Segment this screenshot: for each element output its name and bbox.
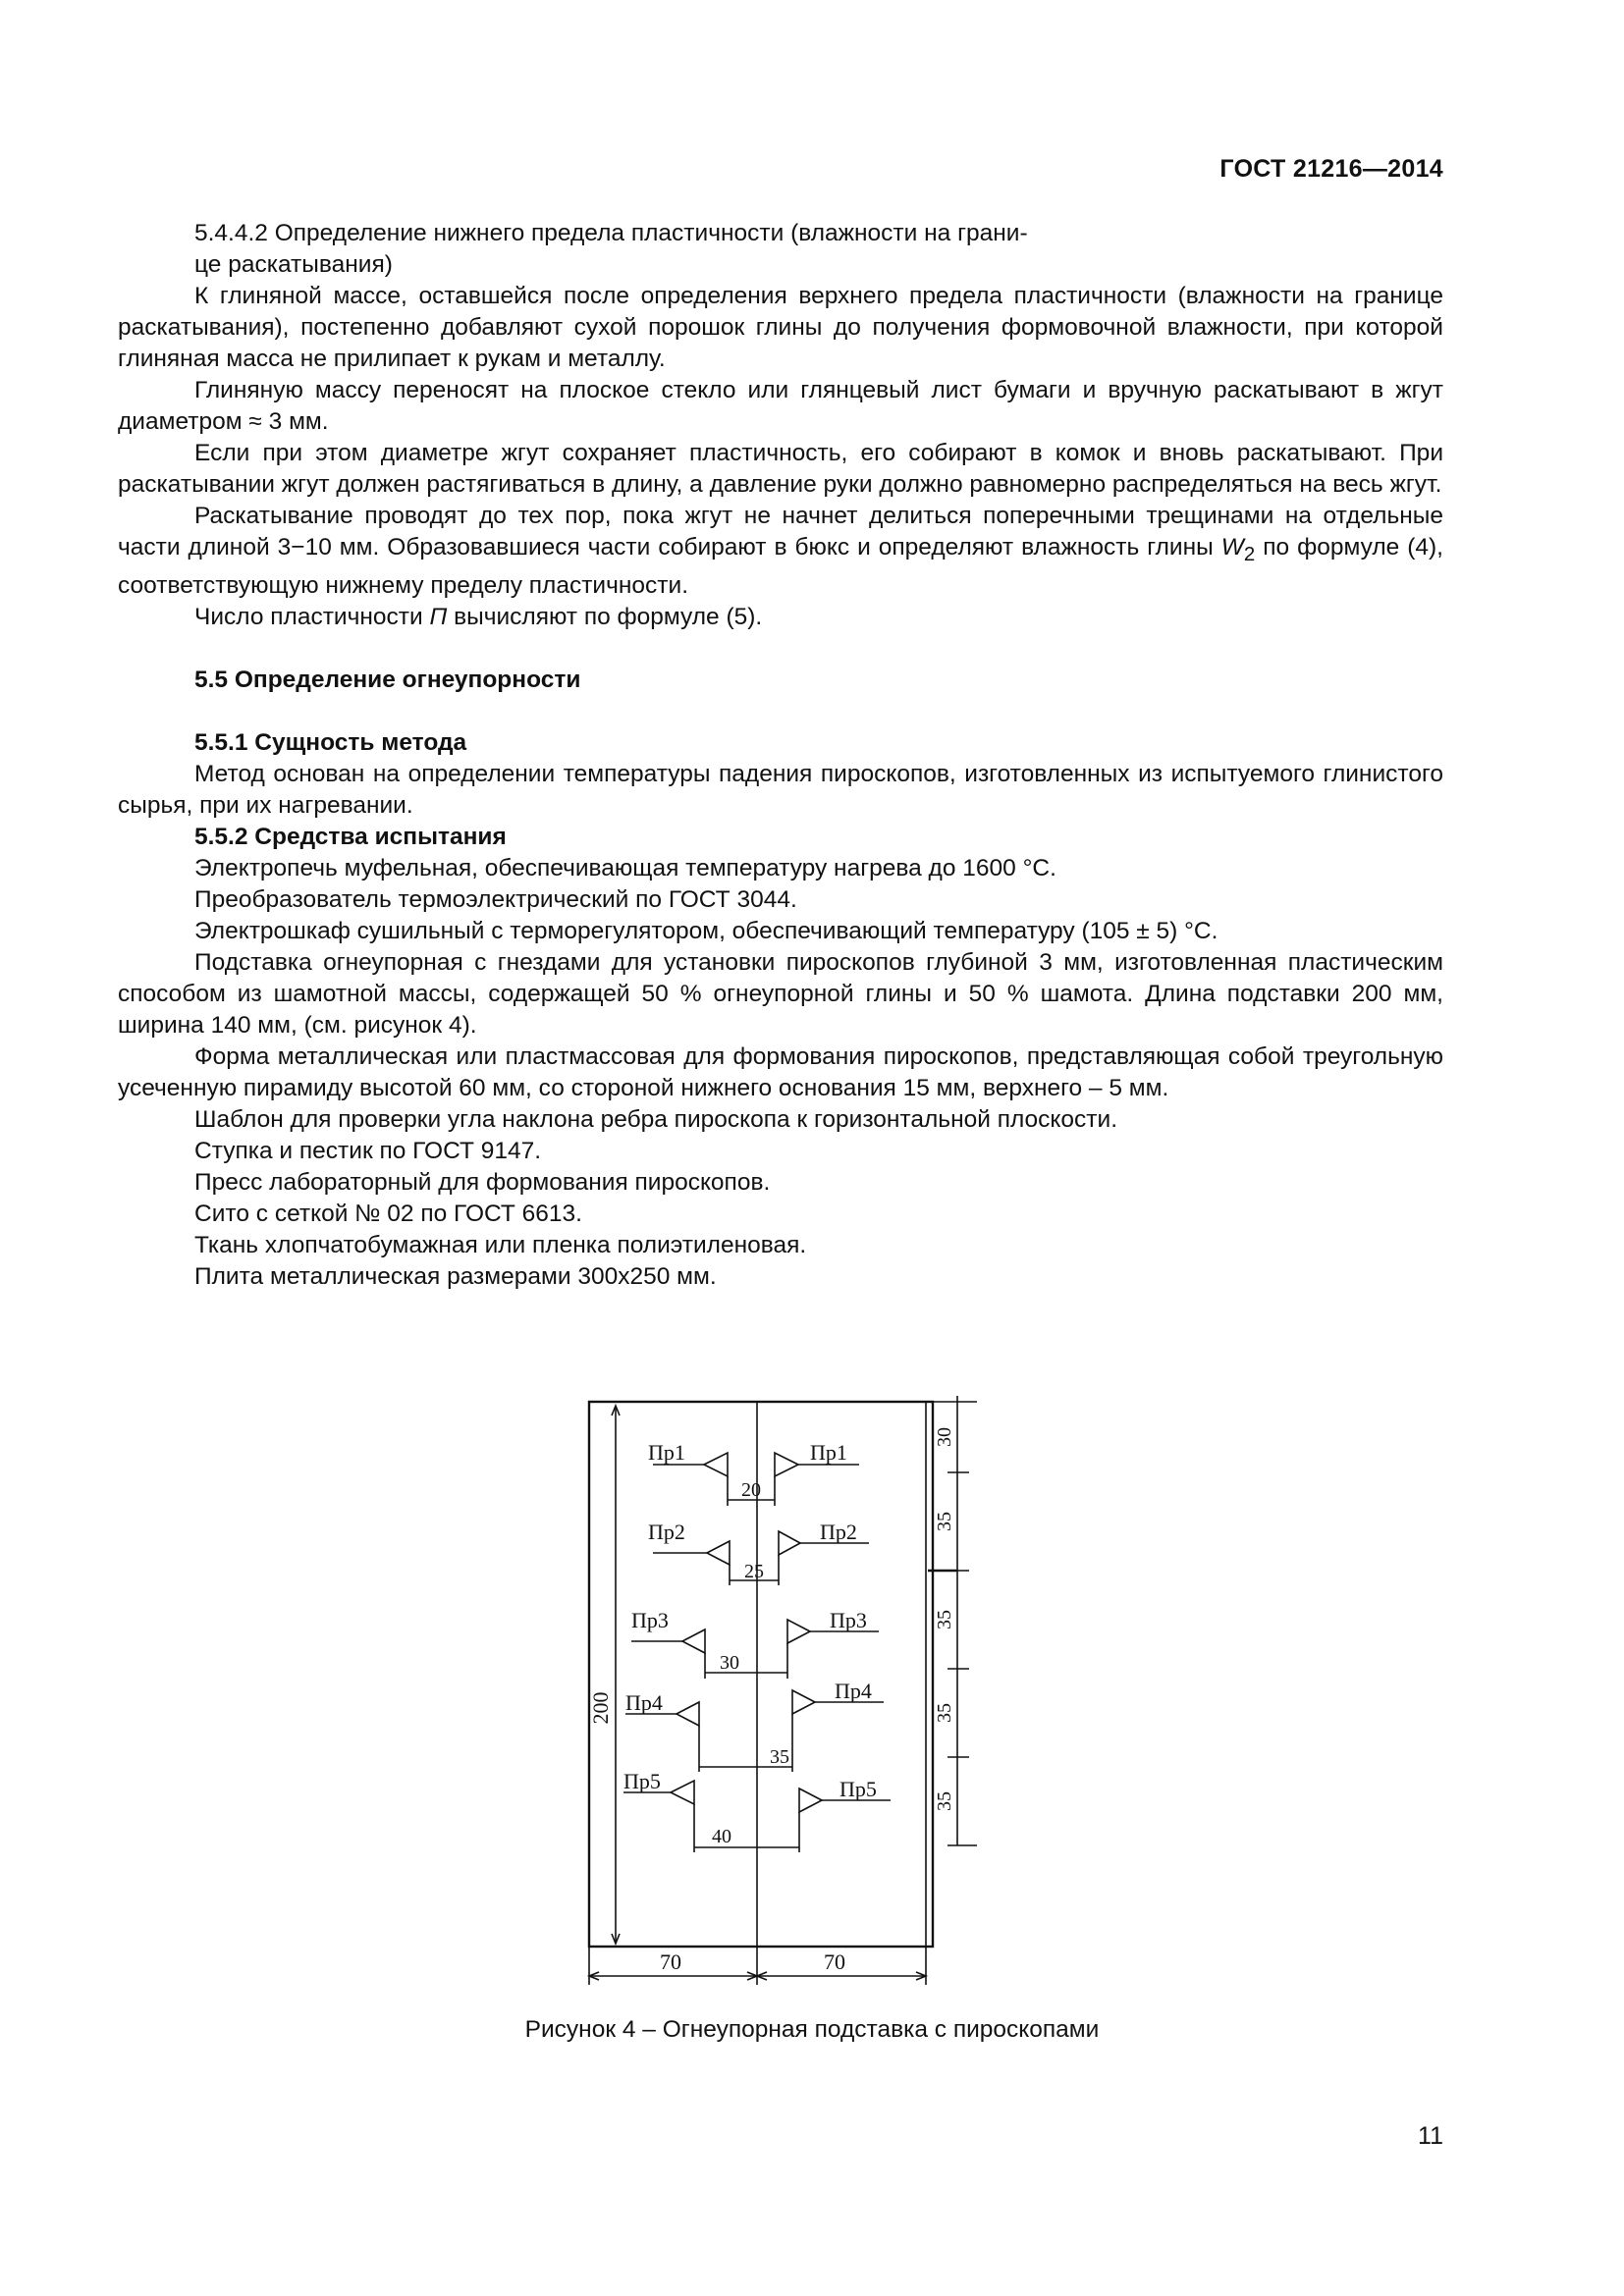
equipment-item: Преобразователь термоэлектрический по ГОСТ 3044. bbox=[194, 885, 797, 913]
pyroscope-label-right: Пр1 bbox=[810, 1440, 847, 1465]
pyroscope-row-3 bbox=[631, 1608, 879, 1679]
equipment-item: Ступка и пестик по ГОСТ 9147. bbox=[194, 1137, 542, 1164]
pyroscope-label-left: Пр4 bbox=[625, 1690, 663, 1715]
equipment-item: Форма металлическая или пластмассовая для формования пироскопов, представляющая собой треугольную усеченную пирамиду высотой 60 мм, со стороной нижнего основания 15 мм, верхнего – 5 мм. bbox=[118, 1042, 1443, 1101]
equipment-item: Подставка огнеупорная с гнездами для установки пироскопов глубиной 3 мм, изготовленная пластическим способом из шамотной массы, содержащей 50 % огнеупорной глины и 50 % шамота. Длина подставки 200 мм, ширина 140 мм, (см. рисунок 4). bbox=[118, 948, 1443, 1039]
paragraph-text: по формуле (4), соответствующую нижнему пределу пластичности. bbox=[118, 534, 1443, 599]
pyroscope-label-right: Пр5 bbox=[839, 1777, 877, 1801]
right-dim: 35 bbox=[934, 1512, 955, 1531]
pyroscope-left bbox=[671, 1781, 694, 1804]
pyroscope-left bbox=[704, 1453, 728, 1476]
spacing-dim: 25 bbox=[744, 1561, 764, 1582]
pyroscope-left bbox=[707, 1541, 730, 1565]
page-number: 11 bbox=[1418, 2122, 1443, 2150]
main-text bbox=[118, 218, 1443, 1293]
paragraph bbox=[118, 602, 1443, 633]
pyroscope-label-left: Пр5 bbox=[623, 1769, 661, 1793]
refractory-stand-drawing bbox=[565, 1384, 997, 1993]
pyroscope-label-left: Пр1 bbox=[648, 1440, 685, 1465]
right-dim: 35 bbox=[934, 1610, 955, 1629]
variable-p: П bbox=[429, 603, 448, 630]
pyroscope-label-left: Пр2 bbox=[648, 1520, 685, 1544]
pyroscope-right bbox=[775, 1453, 798, 1476]
paragraph bbox=[118, 501, 1443, 602]
width-dim: 70 bbox=[660, 1949, 681, 1974]
paragraph: Глиняную массу переносят на плоское стекло или глянцевый лист бумаги и вручную раскатывают в жгут диаметром ≈ 3 мм. bbox=[118, 377, 1443, 435]
equipment-item: Электрошкаф сушильный с терморегулятором, обеспечивающий температуру (105 ± 5) °С. bbox=[194, 917, 1218, 944]
pyroscope-right bbox=[787, 1620, 810, 1643]
spacing-dim: 20 bbox=[741, 1479, 761, 1501]
height-dim: 200 bbox=[588, 1691, 613, 1725]
paragraph-text: Число пластичности bbox=[194, 603, 430, 630]
pyroscope-left bbox=[677, 1702, 699, 1726]
pyroscope-row-1 bbox=[648, 1440, 859, 1506]
right-dim: 30 bbox=[934, 1427, 955, 1447]
section-5442-title-line1: 5.4.4.2 Определение нижнего предела пластичности (влажности на грани- bbox=[194, 220, 1028, 246]
paragraph: К глиняной массе, оставшейся после определения верхнего предела пластичности (влажности на границе раскатывания), постепенно добавляют сухой порошок глины до получения формовочной влажности, при которой глиняная масса не прилипает к рукам и металлу. bbox=[118, 283, 1443, 372]
pyroscope-right bbox=[792, 1690, 815, 1714]
figure-caption: Рисунок 4 – Огнеупорная подставка с пироскопами bbox=[524, 2016, 1100, 2043]
section-5442-title-line2: це раскатывания) bbox=[194, 251, 393, 278]
pyroscope-row-4 bbox=[625, 1679, 884, 1772]
spacing-dim: 30 bbox=[720, 1652, 739, 1674]
width-dim: 70 bbox=[824, 1949, 845, 1974]
paragraph-text: вычисляют по формуле (5). bbox=[447, 603, 763, 630]
right-dim: 35 bbox=[934, 1791, 955, 1811]
pyroscope-label-right: Пр3 bbox=[830, 1608, 867, 1632]
variable-subscript: 2 bbox=[1243, 543, 1256, 565]
figure-4 bbox=[565, 1384, 997, 1998]
pyroscope-label-right: Пр2 bbox=[820, 1520, 857, 1544]
stand-outline bbox=[589, 1402, 933, 1947]
document-code: ГОСТ 21216—2014 bbox=[1219, 155, 1443, 183]
equipment-item: Сито с сеткой № 02 по ГОСТ 6613. bbox=[194, 1200, 582, 1227]
equipment-item: Ткань хлопчатобумажная или пленка полиэтиленовая. bbox=[194, 1231, 807, 1258]
paragraph: Метод основан на определении температуры падения пироскопов, изготовленных из испытуемого глинистого сырья, при их нагревании. bbox=[118, 760, 1443, 819]
spacing-dim: 40 bbox=[712, 1826, 731, 1847]
equipment-item: Плита металлическая размерами 300х250 мм. bbox=[194, 1262, 717, 1290]
variable-w: W bbox=[1220, 534, 1244, 561]
paragraph: Если при этом диаметре жгут сохраняет пластичность, его собирают в комок и вновь раскатывают. При раскатывании жгут должен растягиваться в длину, а давление руки должно равномерно распределяться на весь жгут. bbox=[118, 440, 1443, 498]
pyroscope-label-right: Пр4 bbox=[835, 1679, 872, 1703]
pyroscope-row-2 bbox=[648, 1520, 869, 1585]
section-552-heading: 5.5.2 Средства испытания bbox=[194, 823, 507, 850]
equipment-item: Пресс лабораторный для формования пироскопов. bbox=[194, 1168, 771, 1196]
pyroscope-left bbox=[682, 1629, 705, 1653]
pyroscope-right bbox=[779, 1531, 800, 1555]
right-dim: 35 bbox=[934, 1703, 955, 1723]
spacing-dim: 35 bbox=[770, 1746, 789, 1768]
pyroscope-label-left: Пр3 bbox=[631, 1608, 669, 1632]
equipment-item: Шаблон для проверки угла наклона ребра пироскопа к горизонтальной плоскости. bbox=[194, 1105, 1118, 1133]
section-55-heading: 5.5 Определение огнеупорности bbox=[194, 666, 581, 693]
section-551-heading: 5.5.1 Сущность метода bbox=[194, 728, 467, 756]
paragraph-text: Раскатывание проводят до тех пор, пока жгут не начнет делиться поперечными трещинами на отдельные части длиной 3−10 мм. Образовавшиеся части собирают в бюкс и определяют влажность глины bbox=[118, 503, 1443, 561]
pyroscope-right bbox=[799, 1789, 822, 1812]
equipment-item: Электропечь муфельная, обеспечивающая температуру нагрева до 1600 °С. bbox=[194, 854, 1056, 881]
